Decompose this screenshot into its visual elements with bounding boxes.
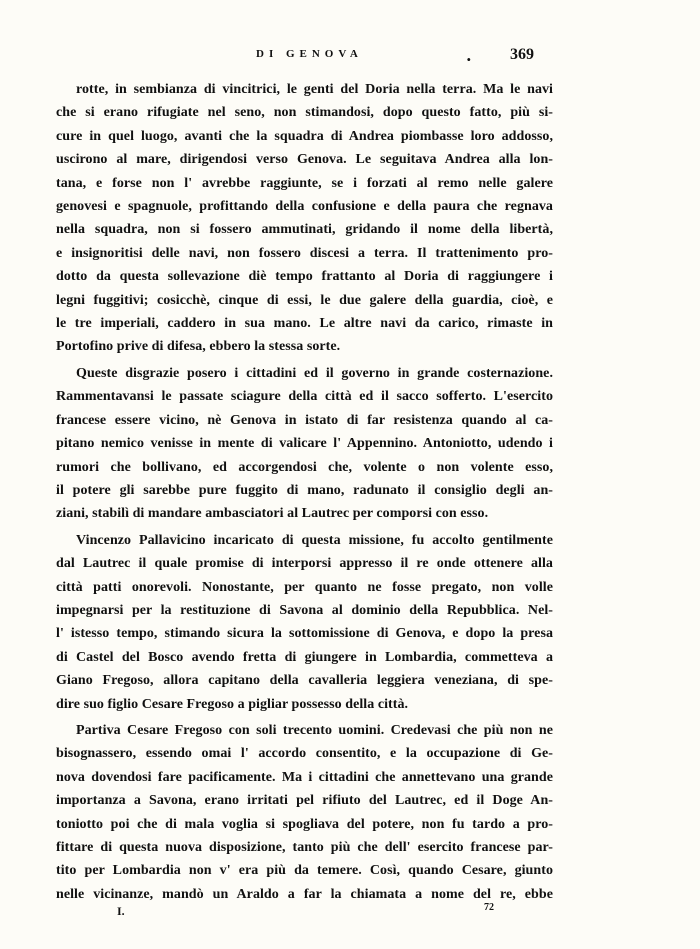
text-line: francese essere vicino, nè Genova in istato di far resistenza quando al ca- bbox=[56, 412, 553, 428]
text-line: le tre imperiali, caddero in sua mano. Le altre navi da carico, rimaste in bbox=[56, 316, 553, 332]
text-line: Partiva Cesare Fregoso con soli trecento uomini. Credevasi che più non ne bbox=[76, 722, 553, 738]
sheet-number: 72 bbox=[484, 902, 494, 913]
text-line: l' istesso tempo, stimando sicura la sottomissione di Genova, e dopo la presa bbox=[56, 626, 553, 642]
text-line: pitano nemico venisse in mente di valicare l' Appennino. Antoniotto, udendo i bbox=[56, 436, 553, 452]
text-line: bisognassero, essendo omai l' accordo consentito, e la occupazione di Ge- bbox=[56, 746, 553, 762]
text-line: legni fuggitivi; cosicchè, cinque di essi, le due galere della guardia, cioè, e bbox=[56, 292, 553, 308]
text-line: toniotto poi che di mala voglia si spogliava del potere, non fu tardo a pro- bbox=[56, 816, 553, 832]
text-line: Rammentavansi le passate sciagure della città ed il sacco sofferto. L'esercito bbox=[56, 389, 553, 405]
text-line: città patti onorevoli. Nonostante, per quanto ne fosse pregato, non volle bbox=[56, 579, 553, 595]
text-line: impegnarsi per la restituzione di Savona al dominio della Repubblica. Nel- bbox=[56, 602, 553, 618]
text-line: ziani, stabilì di mandare ambasciatori al Lautrec per comporsi con esso. bbox=[56, 506, 489, 522]
text-line: uscirono al mare, dirigendosi verso Genova. Le seguitava Andrea alla lon- bbox=[56, 152, 553, 168]
text-line: nelle vicinanze, mandò un Araldo a far la chiamata a nome del re, ebbe bbox=[56, 886, 553, 902]
paragraph bbox=[56, 78, 553, 359]
body-text bbox=[56, 78, 553, 909]
text-line: che si erano rifugiate nel seno, non stimandosi, dopo questo fatto, più si- bbox=[56, 105, 553, 121]
text-line: dotto da questa sollevazione diè tempo frattanto al Doria di raggiungere i bbox=[56, 269, 553, 285]
text-line: Giano Fregoso, allora capitano della cavalleria leggiera veneziana, di spe- bbox=[56, 673, 553, 689]
text-line: genovesi e spagnuole, profittando della confusione e della paura che regnava bbox=[56, 199, 553, 215]
text-line: dire suo figlio Cesare Fregoso a pigliar possesso della città. bbox=[56, 696, 409, 712]
header-dot: . bbox=[466, 46, 472, 65]
text-line: fittare di questa nuova disposizione, tanto più che dell' esercito francese par- bbox=[56, 840, 553, 855]
text-line: Vincenzo Pallavicino incaricato di questa missione, fu accolto gentilmente bbox=[76, 532, 553, 548]
text-line: rumori che bollivano, ed accorgendosi che, volente o non volente esso, bbox=[56, 459, 553, 475]
text-line: rotte, in sembianza di vincitrici, le genti del Doria nella terra. Ma le navi bbox=[76, 82, 553, 97]
text-line: Portofino prive di difesa, ebbero la stessa sorte. bbox=[56, 339, 341, 355]
text-line: di Castel del Bosco avendo fretta di giungere in Lombardia, commetteva a bbox=[56, 649, 553, 665]
text-line: importanza a Savona, erano irritati pel rifiuto del Lautrec, ed il Doge An- bbox=[56, 793, 553, 809]
text-line: dal Lautrec il quale promise di interporsi appresso il re onde ottenere alla bbox=[56, 556, 553, 572]
text-line: il potere gli sarebbe pure fuggito di mano, radunato il consiglio degli an- bbox=[56, 482, 553, 498]
text-line: cure in quel luogo, avanti che la squadra di Andrea piombasse loro addosso, bbox=[56, 128, 553, 144]
page-footer bbox=[0, 904, 700, 924]
paragraph bbox=[56, 362, 553, 526]
paragraph bbox=[56, 529, 553, 716]
page-number: 369 bbox=[510, 46, 534, 63]
text-line: Queste disgrazie posero i cittadini ed il governo in grande costernazione. bbox=[76, 365, 553, 381]
text-line: tana, e forse non l' avrebbe raggiunte, se i forzati al remo nelle galere bbox=[56, 175, 553, 191]
running-title: DI GENOVA bbox=[256, 48, 363, 60]
text-line: nova dovendosi fare pacificamente. Ma i cittadini che annettevano una grande bbox=[56, 769, 553, 785]
signature-mark: I. bbox=[117, 904, 125, 918]
page-header bbox=[0, 46, 700, 70]
paragraph bbox=[56, 719, 553, 906]
text-line: nella squadra, non si fossero ammutinati, gridando il nome della libertà, bbox=[56, 222, 553, 238]
text-line: tito per Lombardia non v' era più da temere. Così, quando Cesare, giunto bbox=[56, 863, 553, 879]
text-line: e insignoritisi delle navi, non fossero discesi a terra. Il trattenimento pro- bbox=[56, 245, 553, 261]
